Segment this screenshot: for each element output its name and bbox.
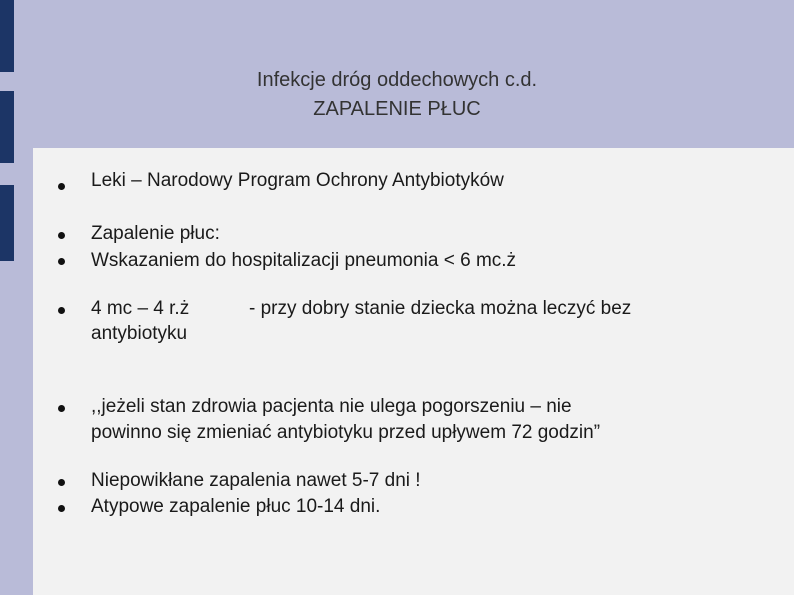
- slide-title: [0, 66, 794, 124]
- list-item-text-continuation: powinno się zmieniać antybiotyku przed upływem 72 godzin”: [91, 422, 601, 443]
- list-item-text: Wskazaniem do hospitalizacji pneumonia < 6 mc.ż: [91, 250, 517, 271]
- list-item-text: Zapalenie płuc:: [91, 223, 220, 244]
- list-item-text-age: 4 mc – 4 r.ż: [91, 298, 190, 319]
- list-item-text: Atypowe zapalenie płuc 10-14 dni.: [91, 496, 381, 517]
- slide-title-line-1: Infekcje dróg oddechowych c.d.: [256, 69, 538, 91]
- bullet-icon: [58, 258, 65, 265]
- bullet-icon: [58, 479, 65, 486]
- content-panel: [33, 148, 794, 595]
- bullet-icon: [58, 183, 65, 190]
- list-item-text: Niepowikłane zapalenia nawet 5-7 dni !: [91, 470, 421, 491]
- list-item-text-note: - przy dobry stanie dziecka można leczyć bez: [249, 298, 632, 319]
- list-item-text: Leki – Narodowy Program Ochrony Antybiotyków: [91, 170, 504, 191]
- bullet-icon: [58, 232, 65, 239]
- list-item-text-quote: ,,jeżeli stan zdrowia pacjenta nie ulega pogorszeniu – nie: [91, 396, 572, 417]
- list-item-text-continuation: antybiotyku: [91, 323, 188, 344]
- decorative-side-bar: [0, 185, 14, 261]
- decorative-side-bar: [0, 0, 14, 72]
- bullet-icon: [58, 505, 65, 512]
- bullet-icon: [58, 405, 65, 412]
- bullet-icon: [58, 307, 65, 314]
- slide-title-line-2: ZAPALENIE PŁUC: [313, 98, 481, 120]
